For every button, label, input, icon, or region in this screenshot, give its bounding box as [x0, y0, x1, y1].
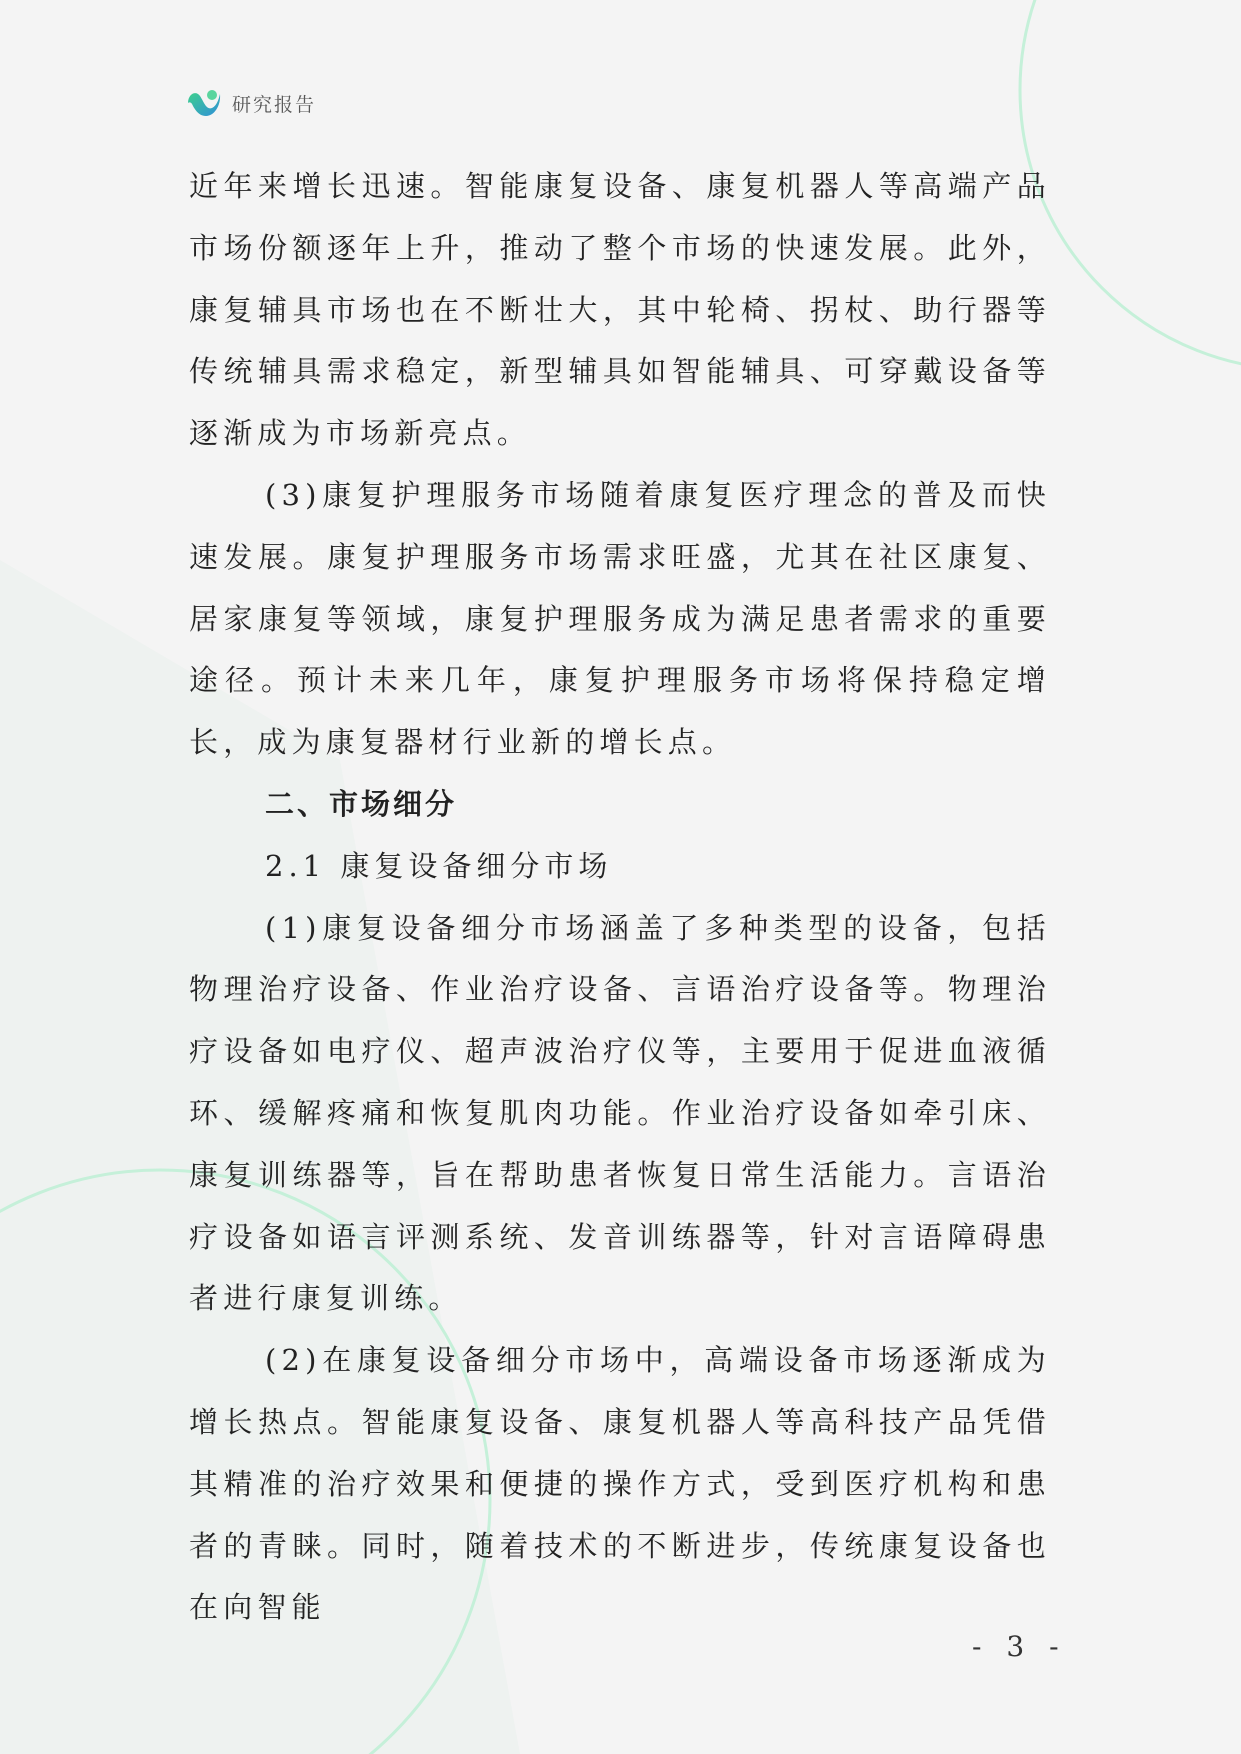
document-body [189, 156, 1051, 1639]
background-ring-top [1020, 0, 1241, 370]
subsection-heading: 2.1 康复设备细分市场 [265, 848, 613, 883]
paragraph-continuation: 近年来增长迅速。智能康复设备、康复机器人等高端产品市场份额逐年上升，推动了整个市场的快速发展。此外，康复辅具市场也在不断壮大，其中轮椅、拐杖、助行器等传统辅具需求稳定，新型辅具如智能辅具、可穿戴设备等逐渐成为市场新亮点。 [189, 169, 1051, 451]
leaf-wave-logo-icon [186, 88, 222, 118]
paragraph-item-3: (3)康复护理服务市场随着康复医疗理念的普及而快速发展。康复护理服务市场需求旺盛，尤其在社区康复、居家康复等领域，康复护理服务成为满足患者需求的重要途径。预计未来几年，康复护理服务市场将保持稳定增长，成为康复器材行业新的增长点。 [189, 477, 1051, 760]
report-header-title: 研究报告 [232, 93, 317, 116]
page-number: - 3 - [972, 1630, 1067, 1663]
paragraph-item-2: (2)在康复设备细分市场中，高端设备市场逐渐成为增长热点。智能康复设备、康复机器人等高科技产品凭借其精准的治疗效果和便捷的操作方式，受到医疗机构和患者的青睐。同时，随着技术的不断进步，传统康复设备也在向智能 [189, 1343, 1051, 1625]
section-heading: 二、市场细分 [265, 786, 458, 821]
report-header [186, 88, 316, 118]
paragraph-item-1: (1)康复设备细分市场涵盖了多种类型的设备，包括物理治疗设备、作业治疗设备、言语治疗设备等。物理治疗设备如电疗仪、超声波治疗仪等，主要用于促进血液循环、缓解疼痛和恢复肌肉功能。作业治疗设备如牵引床、康复训练器等，旨在帮助患者恢复日常生活能力。言语治疗设备如语言评测系统、发音训练器等，针对言语障碍患者进行康复训练。 [189, 910, 1051, 1316]
